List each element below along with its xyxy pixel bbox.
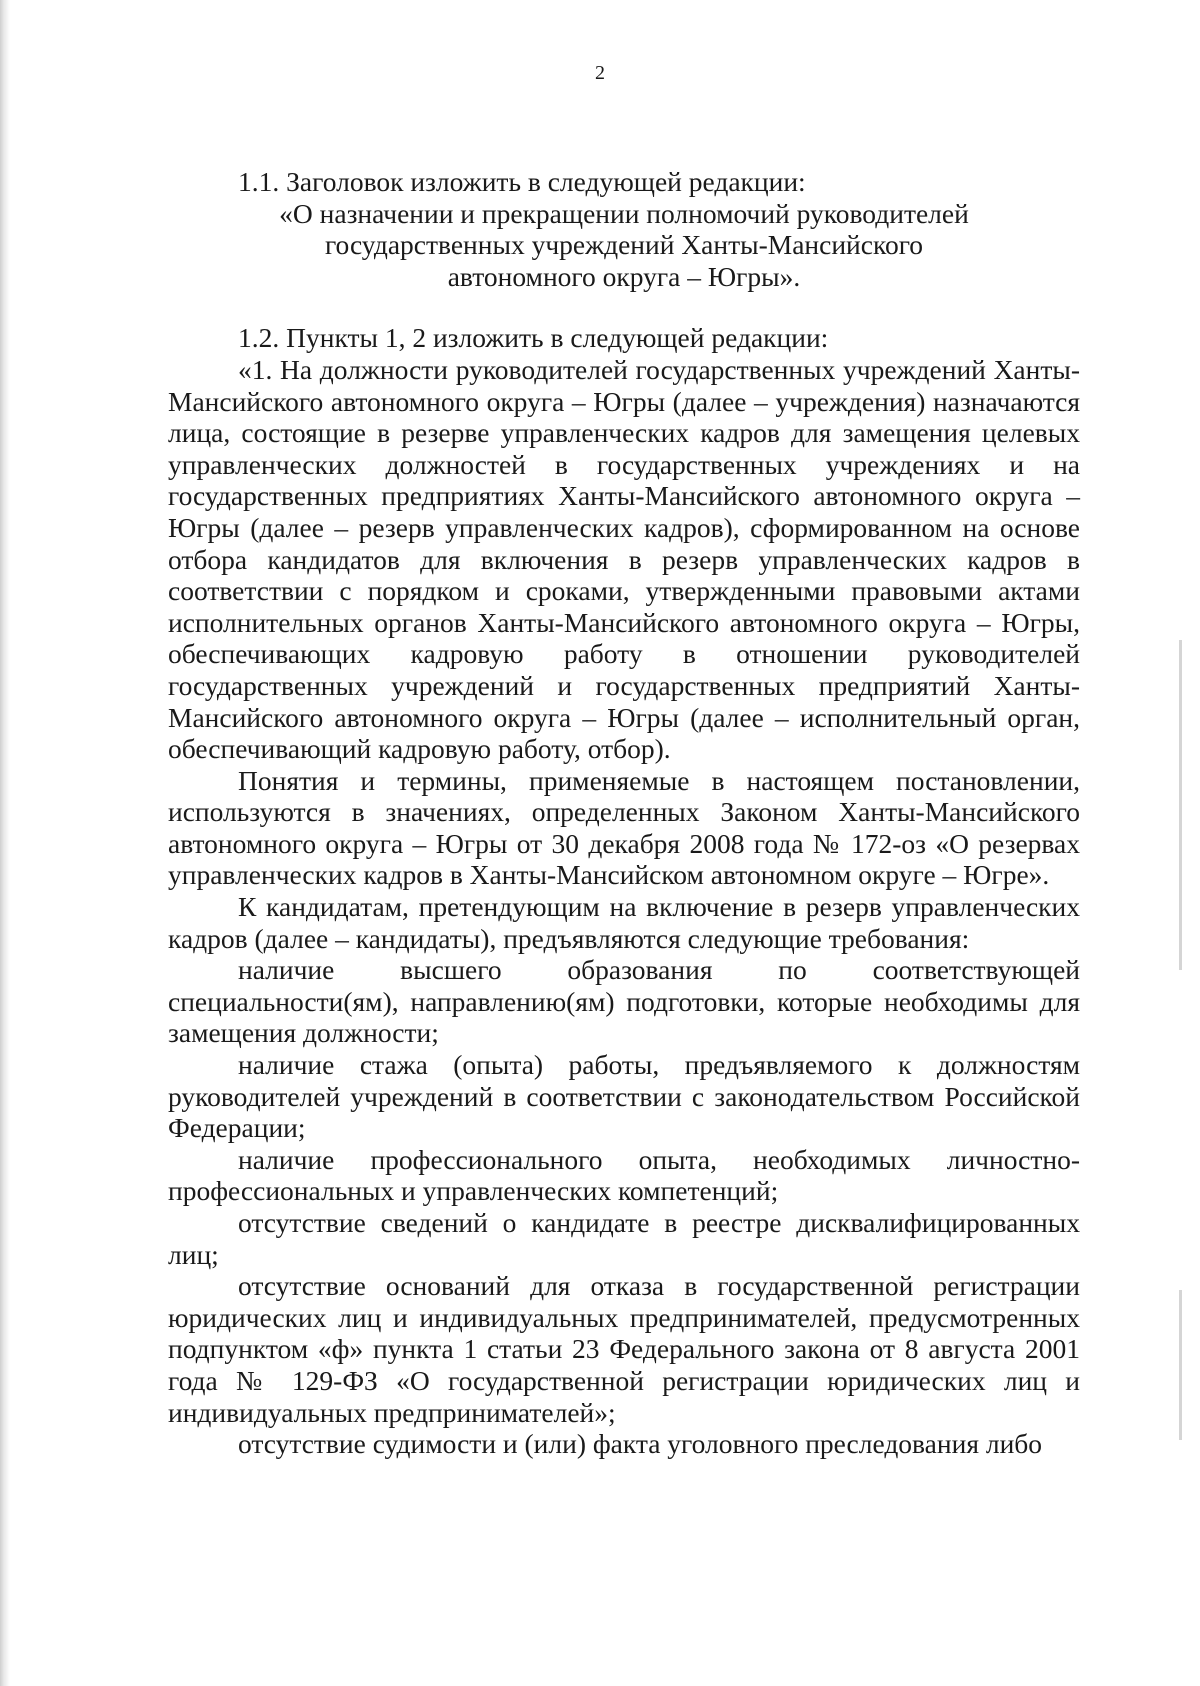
requirement-criminal-record: отсутствие судимости и (или) факта уголовного преследования либо [238, 1428, 1043, 1460]
new-title-line: «О назначении и прекращении полномочий руководителей [279, 197, 969, 229]
page-number: 2 [595, 62, 605, 84]
requirement-experience: наличие стажа (опыта) работы, предъявляемого к должностям руководителей учреждений в соответствии с законодательством Российской Федерации; [168, 1049, 1080, 1144]
requirement-registration: отсутствие оснований для отказа в государственной регистрации юридических лиц и индивидуальных предпринимателей, предусмотренных подпунктом «ф» пункта 1 статьи 23 Федерального закона от 8 августа 2001 года № 129-ФЗ «О государственной регистрации юридических лиц и индивидуальных предпринимателей»; [168, 1270, 1080, 1428]
paragraph-definitions: Понятия и термины, применяемые в настоящем постановлении, используются в значениях, определенных Законом Ханты-Мансийского автономного округа – Югры от 30 декабря 2008 года № 172-оз «О резервах управленческих кадров в Ханты-Мансийском автономном округе – Югре». [168, 764, 1080, 891]
requirement-competencies: наличие профессионального опыта, необходимых личностно-профессиональных и управленческих компетенций; [168, 1143, 1080, 1207]
paragraph-requirements-intro: К кандидатам, претендующим на включение в резерв управленческих кадров (далее – кандидаты), предъявляются следующие требования: [168, 891, 1080, 954]
new-title-line: автономного округа – Югры». [447, 260, 801, 292]
scan-left-edge [0, 0, 10, 1686]
section-1-2-heading: 1.2. Пункты 1, 2 изложить в следующей редакции: [238, 322, 829, 354]
scan-right-edge-mark [1179, 1290, 1182, 1440]
section-1-1-heading: 1.1. Заголовок изложить в следующей редакции: [238, 166, 806, 197]
paragraph-item-1: «1. На должности руководителей государственных учреждений Ханты-Мансийского автономного округа – Югры (далее – учреждения) назначаются лица, состоящие в резерве управленческих кадров для замещения целевых управленческих должностей в государственных учреждениях и на государственных предприятиях Ханты-Мансийского автономного округа – Югры (далее – резерв управленческих кадров), сформированном на основе отбора кандидатов для включения в резерв управленческих кадров в соответствии с порядком и сроками, утвержденными правовыми актами исполнительных органов Ханты-Мансийского автономного округа – Югры, обеспечивающих кадровую работу в отношении руководителей государственных учреждений и государственных предприятий Ханты-Мансийского автономного округа – Югры (далее – исполнительный орган, обеспечивающий кадровую работу, отбор). [168, 353, 1080, 765]
section-gap [168, 292, 1080, 322]
requirement-disqualification: отсутствие сведений о кандидате в реестре дисквалифицированных лиц; [168, 1207, 1080, 1270]
requirement-education: наличие высшего образования по соответствующей специальности(ям), направлению(ям) подготовки, которые необходимы для замещения должности; [168, 954, 1080, 1049]
scan-right-edge-mark [1179, 640, 1182, 970]
document-body [168, 166, 1080, 1460]
new-title-line: государственных учреждений Ханты-Мансийского [324, 229, 924, 261]
